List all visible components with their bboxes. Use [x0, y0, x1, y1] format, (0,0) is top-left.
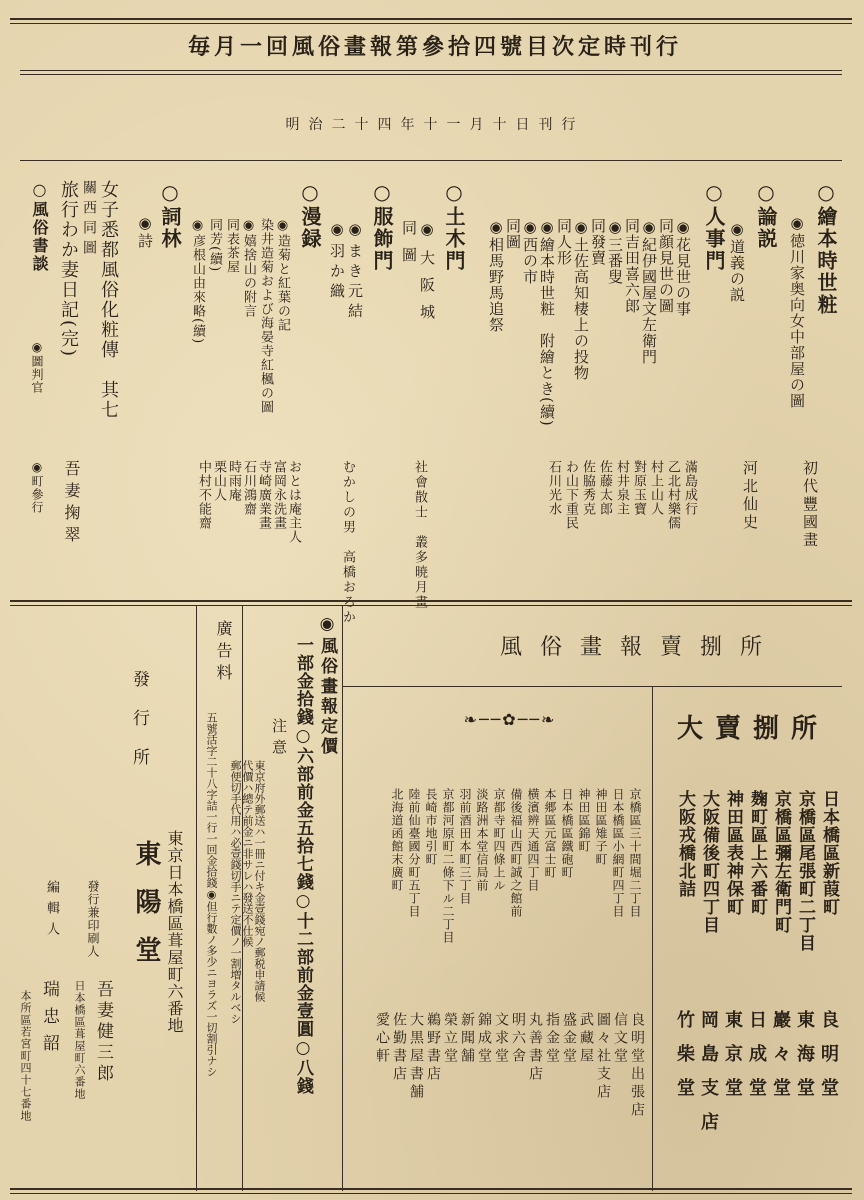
- notice-line: 郵便切手代用ハ必壹錢切手ニテ定價ノ一割増タルベシ: [229, 760, 242, 1024]
- toc-article: ◉土佐高知棲上の投物: [572, 218, 590, 381]
- toc-article: 同表茶屋: [224, 218, 239, 274]
- toc-section-title: ○服飾門: [370, 180, 394, 272]
- sales-name: 榮立堂: [442, 1012, 458, 1066]
- toc-article: ◉圖判官: [30, 340, 44, 394]
- sales-main-address: 大阪戎橋北詰: [675, 790, 695, 898]
- top-border: [10, 18, 852, 24]
- toc-section-title: ○人事門: [702, 180, 726, 272]
- toc-article: ◉紀伊國屋文左衛門: [640, 218, 658, 365]
- sales-address: 横濱辨天通四丁目: [526, 788, 540, 892]
- toc-article: ◉西の市: [521, 218, 539, 285]
- toc-article: ◉造菊と紅葉の記: [275, 218, 290, 332]
- toc-article: ◉詩: [136, 214, 154, 249]
- toc-author: 時雨庵: [226, 460, 241, 502]
- toc-author: 富岡永洗畫: [271, 460, 286, 530]
- notice-line: 東京府外郵送ハ一冊ニ付キ金壹錢宛ノ郵税申請候: [253, 760, 266, 1002]
- sales-address: 日本橋區鐵砲町: [560, 788, 574, 879]
- toc-author: 佐脇秀克: [580, 460, 595, 516]
- sales-name: 信文堂: [612, 1012, 628, 1066]
- toc-author: おとは庵主人: [286, 460, 301, 544]
- toc-section-title: ○繪本時世粧: [814, 180, 838, 316]
- price-title: ◉風俗畫報定價: [317, 614, 337, 757]
- toc-article: ◉花見世の事: [674, 218, 692, 317]
- publisher-name: 東陽堂: [131, 840, 161, 984]
- sales-main-title: 大賣捌所: [676, 714, 829, 744]
- toc-article: 旅行わか妻日記(完): [58, 180, 79, 359]
- toc-article: 同發賣: [589, 218, 607, 266]
- sales-name: 佐勤書店: [391, 1012, 407, 1084]
- notice-title: 注意: [270, 718, 288, 760]
- toc-article: 同芳(續): [207, 218, 222, 273]
- notice-line: 代價ハ總テ前金ニ非サレハ發送不仕候: [241, 760, 254, 947]
- toc-article: ◉彦根山由來略(續): [190, 218, 205, 345]
- sales-main-address: 大阪備後町四丁目: [699, 790, 719, 934]
- toc-article: ◉羽か織: [328, 220, 346, 303]
- toc-author: 村上山人: [648, 460, 663, 516]
- toc-author: 初代豐國畫: [801, 460, 819, 550]
- toc-article: ◉まき元結: [346, 220, 364, 323]
- toc-article: ◉道義の説: [728, 220, 746, 303]
- toc-article: ◉相馬野馬追祭: [487, 218, 505, 333]
- price-line: 一部金拾錢○六部前金五拾七錢○十二部前金壹圓○八錢: [293, 636, 313, 1095]
- sales-main-name: 日成堂: [746, 1010, 767, 1112]
- toc-author: 村井泉主: [614, 460, 629, 516]
- editor-name: 瑞忠韶: [39, 980, 59, 1061]
- toc-author: 乙北村樂儒: [665, 460, 680, 530]
- sales-address: 京都河原町二條下ル二丁目: [441, 788, 455, 944]
- toc-article: ◉町參行: [30, 460, 44, 514]
- toc-article: ◉大阪城: [418, 220, 436, 331]
- editor-address: 本所區若宮町四十七番地: [19, 990, 32, 1122]
- toc-author: 對原玉寶: [631, 460, 646, 516]
- toc-author: 石川光水: [546, 460, 561, 516]
- sales-header: 風俗畫報賣捌所: [499, 635, 780, 660]
- sales-address: 淡路洲本堂信局前: [475, 788, 489, 892]
- toc-author: わ山下重民: [563, 460, 578, 530]
- printer-address: 日本橋區葺屋町六番地: [73, 980, 86, 1100]
- sales-name: 盛金堂: [561, 1012, 577, 1066]
- sales-address: 羽前酒田本町三丁目: [458, 788, 472, 905]
- toc-article: 關西同圖: [81, 180, 97, 260]
- page-title: 毎月一回風俗畫報第參拾四號目次定時刊行: [187, 34, 682, 60]
- toc-article: 同圖: [504, 218, 522, 250]
- ad-text: 五號活字二十八字詰一行一回金拾錢◉但行數ノ多少ニヨラズ一切割引ナシ: [205, 712, 218, 1077]
- sales-address: 日本橋區小網町四丁目: [611, 788, 625, 918]
- sales-main-name: 巖々堂: [770, 1010, 791, 1112]
- toc-author: 社會散士 叢多暁月畫: [412, 460, 427, 610]
- sales-mid-rule: [652, 686, 653, 1191]
- sales-address: 神田區雉子町: [594, 788, 608, 866]
- sales-main-address: 神田區表神保町: [723, 790, 743, 916]
- ad-left-rule: [196, 606, 197, 1191]
- sales-main-address: 京橋區彌左衛門町: [771, 790, 791, 934]
- sales-address: 京都寺町四條上ル: [492, 788, 506, 892]
- toc-article: ◉徳川家奥向女中部屋の圖: [788, 214, 806, 409]
- toc-section-title: ○漫録: [298, 180, 322, 250]
- sales-top-rule: [342, 686, 842, 687]
- publisher-address: 東京日本橋區葺屋町六番地: [165, 830, 184, 1034]
- sales-name: 大黒屋書舗: [408, 1012, 424, 1102]
- title-underline-2: [20, 74, 842, 75]
- toc-article: ◉三番叟: [606, 218, 624, 285]
- toc-author: 栗山人: [211, 460, 226, 502]
- sales-name: 愛心軒: [374, 1012, 390, 1066]
- toc-section-title: ○論説: [754, 180, 778, 250]
- ornament-flourish: ❧──✿──❧: [463, 710, 557, 729]
- sales-name: 文求堂: [493, 1012, 509, 1066]
- sales-name: 良明堂出張店: [629, 1012, 645, 1120]
- toc-author: むかしの男 高橋おろか: [340, 460, 355, 625]
- toc-article: ◉嬉捨山の附言: [241, 218, 256, 318]
- toc-article: 同吉田喜六郎: [623, 218, 641, 314]
- contents-top-rule: [20, 160, 842, 161]
- price-left-rule: [242, 606, 243, 1191]
- toc-author: 中村不能齋: [196, 460, 211, 530]
- toc-section-title: ○風俗書談: [30, 180, 49, 273]
- sales-address: 長崎市地引町: [424, 788, 438, 866]
- sales-name: 武藏屋: [578, 1012, 594, 1066]
- toc-author: 石川鴻齋: [241, 460, 256, 516]
- toc-article: 同人形: [555, 218, 573, 266]
- sales-name: 明六舍: [510, 1012, 526, 1066]
- toc-article: 同圖: [400, 220, 418, 274]
- editor-label: 編輯人: [44, 880, 59, 943]
- sales-name: 鵜野書店: [425, 1012, 441, 1084]
- toc-author: 寺崎廣業畫: [256, 460, 271, 530]
- ad-title: 廣告料: [214, 620, 233, 686]
- toc-article: 女子悉都風俗化粧傳 其七: [98, 180, 119, 420]
- toc-author: 佐藤太郎: [597, 460, 612, 516]
- toc-article: 同顔見世の圖: [657, 218, 675, 314]
- sales-main-name: 東海堂: [794, 1010, 815, 1112]
- toc-section-title: ○詞林: [158, 180, 182, 250]
- issue-date: 明治二十四年十一月十日刊行: [285, 117, 585, 133]
- toc-author: 吾妻掬翠: [62, 460, 81, 548]
- sales-address: 北海道函館末廣町: [390, 788, 404, 892]
- bottom-border: [10, 1188, 852, 1194]
- sales-address: 京橋區三十間堀二丁目: [628, 788, 642, 918]
- toc-author: 河北仙史: [741, 460, 759, 532]
- toc-article: ◉繪本時世粧 附繪とき(續): [538, 218, 556, 427]
- sales-main-address: 麹町區上六番町: [747, 790, 767, 916]
- sales-name: 丸善書店: [527, 1012, 543, 1084]
- toc-article: 染井造菊および海晏寺紅楓の圖: [258, 218, 273, 414]
- printer-label: 發行兼印刷人: [86, 880, 100, 958]
- middle-divider: [10, 600, 852, 606]
- sales-address: 備後福山西町誠之館前: [509, 788, 523, 918]
- sales-main-address: 日本橋區新葭町: [819, 790, 839, 916]
- sales-main-name: 竹柴堂: [674, 1010, 695, 1112]
- toc-author: 滿島成行: [682, 460, 697, 516]
- title-underline: [20, 70, 842, 71]
- printer-name: 吾妻健三郎: [93, 980, 113, 1085]
- sales-address: 本郷區元富士町: [543, 788, 557, 879]
- sales-address: 陸前仙臺國分町五丁目: [407, 788, 421, 918]
- sales-left-rule: [342, 606, 343, 1191]
- sales-name: 圖々社支店: [595, 1012, 611, 1102]
- sales-name: 指金堂: [544, 1012, 560, 1066]
- sales-main-name: 東京堂: [722, 1010, 743, 1112]
- sales-address: 神田區錦町: [577, 788, 591, 853]
- sales-main-name: 岡島支店: [698, 1010, 719, 1146]
- sales-name: 錦成堂: [476, 1012, 492, 1066]
- sales-main-name: 良明堂: [818, 1010, 839, 1112]
- toc-section-title: ○土木門: [442, 180, 466, 272]
- publisher-label: 發行所: [129, 670, 149, 787]
- sales-main-address: 京橋區尾張町二丁目: [795, 790, 815, 952]
- sales-name: 新聞舗: [459, 1012, 475, 1066]
